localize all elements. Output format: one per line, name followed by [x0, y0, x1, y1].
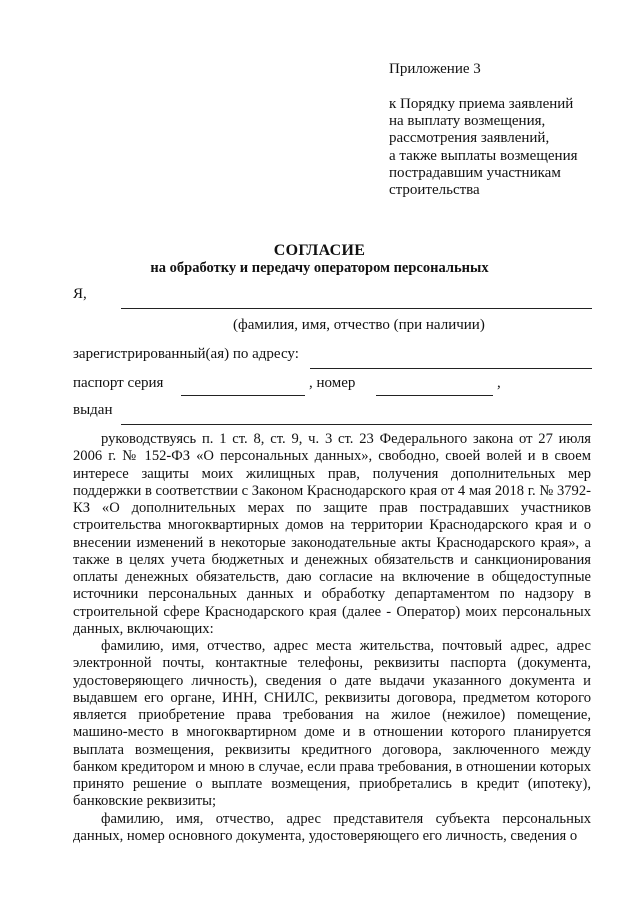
issued-by-label: выдан	[73, 402, 113, 418]
registered-address-label: зарегистрированный(ая) по адресу:	[73, 346, 299, 362]
order-line: строительства	[389, 182, 480, 199]
passport-comma: ,	[497, 375, 501, 391]
consent-paragraph: фамилию, имя, отчество, адрес представителя субъекта персональных данных, номер основного документа, удостоверяющего его личность, сведения о	[73, 810, 591, 844]
fio-hint: (фамилия, имя, отчество (при наличии)	[233, 317, 485, 333]
document-title: СОГЛАСИЕ	[273, 242, 366, 259]
order-line: к Порядку приема заявлений	[389, 96, 574, 112]
passport-number-blank-line[interactable]	[376, 395, 493, 396]
passport-series-blank-line[interactable]	[181, 395, 305, 396]
document-subtitle: на обработку и передачу оператором персональных	[150, 260, 489, 276]
passport-number-label: , номер	[309, 375, 356, 391]
order-line: а также выплаты возмещения	[389, 147, 578, 164]
issued-by-blank-line[interactable]	[121, 424, 592, 425]
order-reference	[389, 96, 619, 199]
consent-paragraph: фамилию, имя, отчество, адрес места жительства, почтовый адрес, адрес электронной почты, контактные телефоны, реквизиты паспорта (документа, удостоверяющего личность), сведения о дате выдачи указанного документа и выдавшем его органе, ИНН, СНИЛС, реквизиты договора, предметом которого является приобретение права требования на жилое (нежилое) помещение, машино-место в многоквартирном доме и в отношении которого планируется выплата возмещения, реквизиты кредитного договора, заключенного между банком кредитором и мною в случае, если права требования, в отношении которых принято решение о выплате возмещения, приобретались в кредит (ипотеку), банковские реквизиты;	[73, 638, 591, 810]
address-blank-line[interactable]	[310, 368, 592, 369]
consent-paragraph: руководствуясь п. 1 ст. 8, ст. 9, ч. 3 ст. 23 Федерального закона от 27 июля 2006 г. № 152-ФЗ «О персональных данных», свободно, своей волей и в своем интересе защиты моих жилищных прав, получения дополнительных мер поддержки в соответствии с Законом Краснодарского края от 4 мая 2018 г. № 3792-КЗ «О дополнительных мерах по защите прав пострадавших участников строительства многоквартирных домов на территории Краснодарского края и о внесении изменений в некоторые законодательные акты Краснодарского края», а также в целях учета бюджетных и денежных обязательств и санкционирования оплаты денежных обязательств, даю согласие на включение в общедоступные источники персональных данных и обработку департаментом по надзору в строительной сфере Краснодарского края (далее - Оператор) моих персональных данных, включающих:	[73, 431, 591, 637]
appendix-number: Приложение 3	[389, 61, 481, 77]
i-label: Я,	[73, 286, 87, 302]
fio-blank-line[interactable]	[121, 308, 592, 309]
order-line: на выплату возмещения,	[389, 113, 546, 130]
order-line: рассмотрения заявлений,	[389, 130, 550, 147]
passport-series-label: паспорт серия	[73, 375, 164, 391]
order-line: пострадавшим участникам	[389, 164, 561, 181]
consent-body	[73, 431, 591, 845]
